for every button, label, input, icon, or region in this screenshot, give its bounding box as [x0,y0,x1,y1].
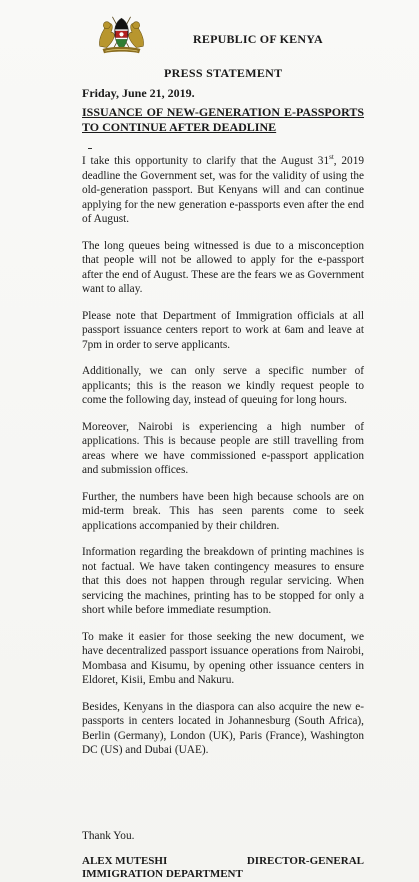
paragraph: Information regarding the breakdown of printing machines is not factual. We have taken contingency measures to ensure that this does not happen through regular servicing. When servicing the machines, printing has to be stopped for only a short while before immediate resumption. [82,546,364,616]
signatory-department: IMMIGRATION DEPARTMENT [82,868,243,880]
paragraph: Moreover, Nairobi is experiencing a high number of applications. This is because people are still travelling from areas where we have commissioned e-passport application and submission offices. [82,420,364,476]
signature-block [82,855,364,881]
press-statement-title: PRESS STATEMENT [164,66,283,80]
paragraph: Additionally, we can only serve a specific number of applicants; this is the reason we kindly request people to come the following day, instead of queuing for long hours. [82,365,364,406]
paragraph: Further, the numbers have been high because schools are on mid-term break. This has seen parents come to seek applications accompanied by their children. [82,490,364,532]
statement-headline: ISSUANCE OF NEW-GENERATION E-PASSPORTS TO CONTINUE AFTER DEADLINE [82,105,364,134]
print-mark [88,148,92,149]
statement-body [82,154,364,770]
paragraph: Please note that Department of Immigration officials at all passport issuance centers report to work at 6am and leave at 7pm in order to serve applicants. [82,309,364,351]
signature-row [82,855,364,868]
paragraph: To make it easier for those seeking the new document, we have decentralized passport issuance operations from Nairobi, Mombasa and Kisumu, by opening other issuance centers in Eldoret, Kisii, Embu and Nakuru. [82,630,364,686]
statement-date: Friday, June 21, 2019. [82,86,195,100]
coat-of-arms-icon [86,8,156,68]
paragraph: I take this opportunity to clarify that the August 31st, 2019 deadline the Government set, was for the validity of using the old-generation passport. But Kenyans will and can continue applying for the new generation e-passports even after the end of August. [82,153,364,225]
paragraph: Besides, Kenyans in the diaspora can also acquire the new e-passports in centers located in Johannesburg (South Africa), Berlin (Germany), London (UK), Paris (France), Washington DC (US) and Dubai (UAE). [82,700,364,756]
republic-heading: REPUBLIC OF KENYA [193,32,323,46]
signatory-name: ALEX MUTESHI [82,855,168,867]
signatory-role: DIRECTOR-GENERAL [246,855,364,867]
closing-text: Thank You. [82,830,135,842]
paragraph: The long queues being witnessed is due to a misconception that people will not be allowed to apply for the e-passport after the end of August. These are the fears we as Government want to allay. [82,239,364,295]
